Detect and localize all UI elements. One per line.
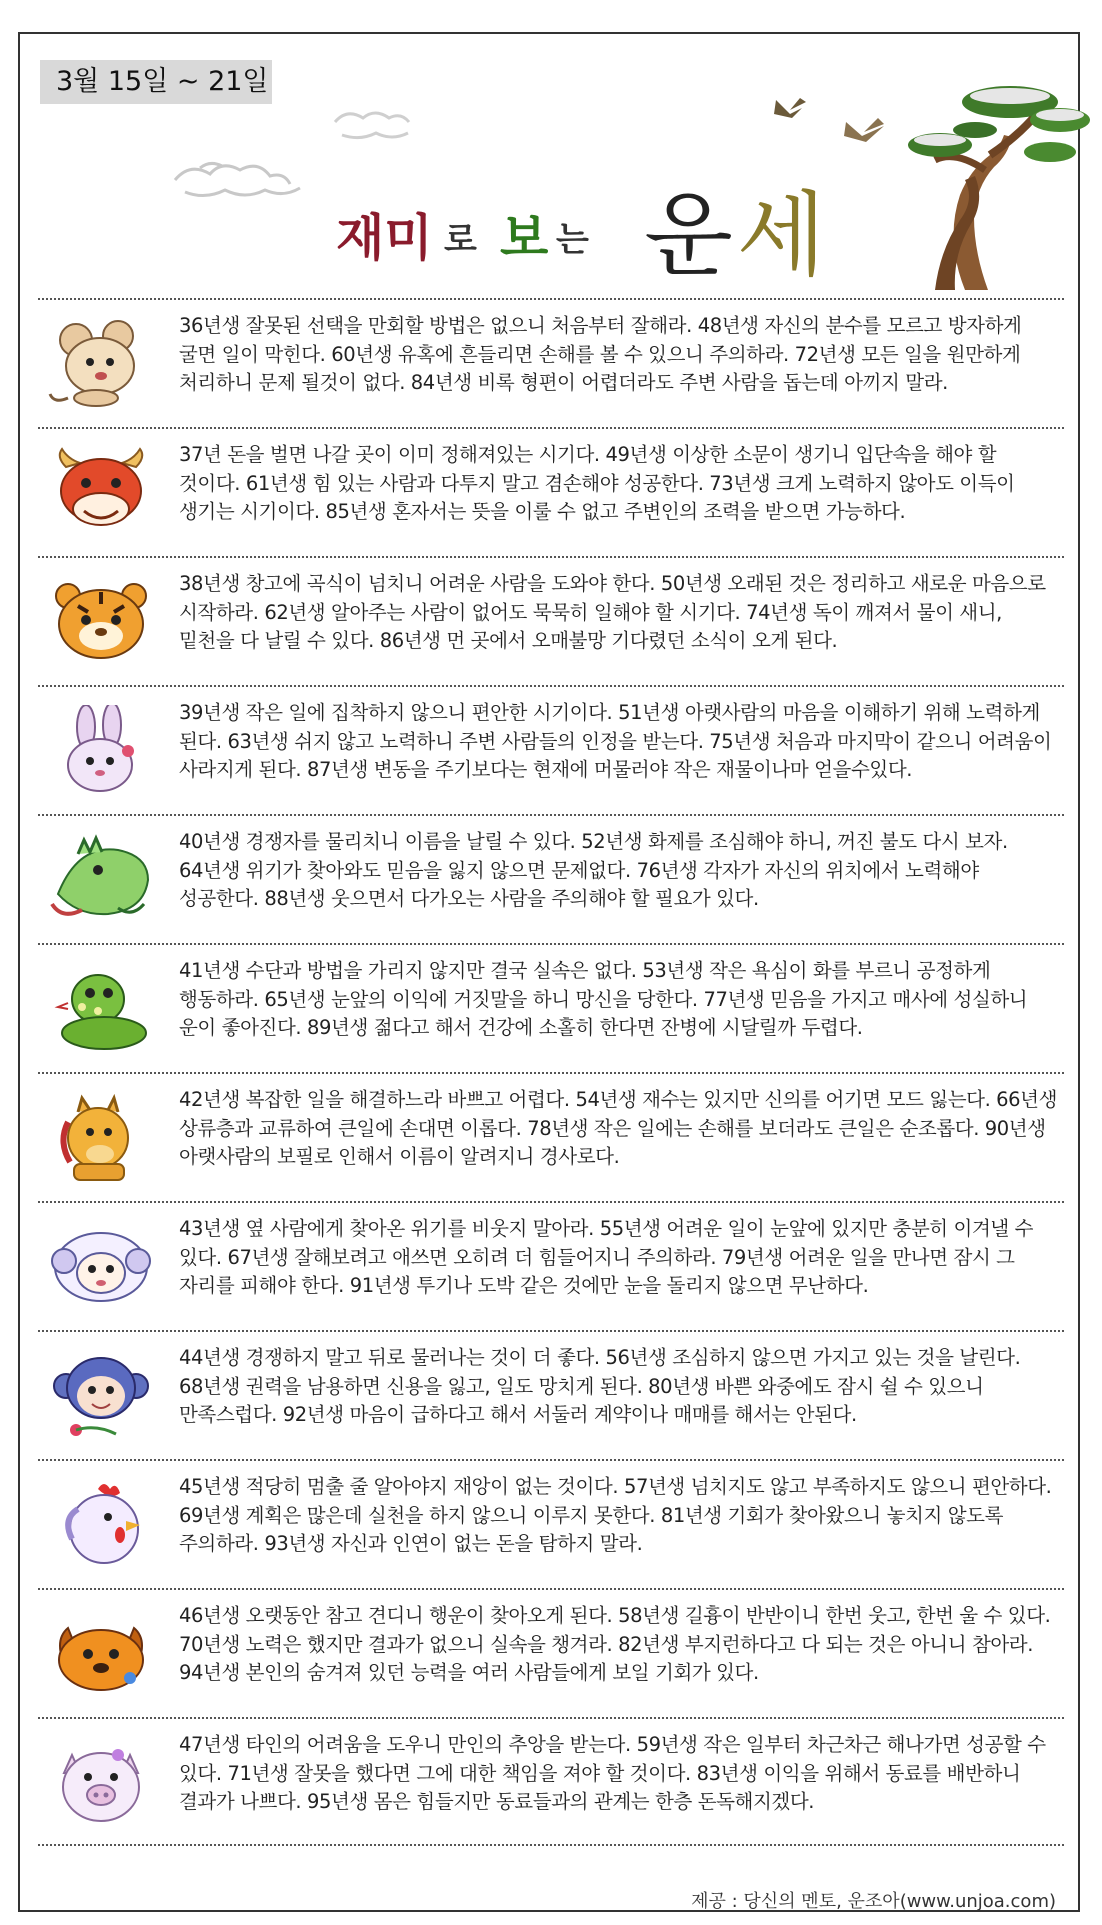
title-fortune-se: 세 [736, 182, 830, 289]
fortune-row-sheep [38, 1201, 1064, 1330]
fortune-text: 42년생 복잡한 일을 해결하느라 바쁘고 어렵다. 54년생 재수는 있지만 신의를 어기면 모드 잃는다. 66년생 상류층과 교류하여 큰일에 손대면 이롭다. 78년생 작은 일에는 손해를 보더라도 큰일은 순조롭다. 90년생 아랫사람의 보필로 인해서 이름이 알려지니 경사로다. [179, 1088, 1058, 1168]
fortune-row-pig [38, 1717, 1064, 1846]
title-fortune [644, 162, 830, 294]
cloud-icon [335, 113, 409, 138]
fortune-text: 41년생 수단과 방법을 가리지 않지만 결국 실속은 없다. 53년생 작은 욕심이 화를 부르니 공정하게 행동하라. 65년생 눈앞의 이익에 거짓말을 하니 망신을 당한다. 77년생 믿음을 가지고 매사에 성실하니 운이 좋아진다. 89년생 젊다고 해서 건강에 소홀히 한다면 잔병에 시달릴까 두렵다. [179, 959, 1028, 1039]
fortune-text: 44년생 경쟁하지 말고 뒤로 물러나는 것이 더 좋다. 56년생 조심하지 않으면 가지고 있는 것을 날린다. 68년생 권력을 남용하면 신용을 잃고, 일도 망치게 된다. 80년생 바쁜 와중에도 잠시 쉴 수 있으니 만족스럽다. 92년생 마음이 급하다고 해서 서둘러 계약이나 매매를 해서는 안된다. [179, 1346, 1021, 1426]
cloud-icon [175, 163, 300, 195]
title-part-fun: 재미 [336, 209, 433, 267]
tiger-icon [48, 576, 154, 668]
rabbit-icon [48, 705, 154, 797]
fortune-text: 46년생 오랫동안 참고 견디니 행운이 찾아오게 된다. 58년생 길흉이 반반이니 한번 웃고, 한번 울 수 있다. 70년생 노력은 했지만 결과가 없으니 실속을 챙겨라. 82년생 부지런하다고 다 되는 것은 아니니 참아라. 94년생 본인의 숨겨져 있던 능력을 여러 사람들에게 보일 기회가 있다. [179, 1604, 1051, 1684]
pine-tree-icon [908, 86, 1090, 290]
fortune-text: 37년 돈을 벌면 나갈 곳이 이미 정해져있는 시기다. 49년생 이상한 소문이 생기니 입단속을 해야 할 것이다. 61년생 힘 있는 사람과 다투지 말고 겸손해야 성공한다. 73년생 크게 노력하지 않아도 이득이 생기는 시기이다. 85년생 혼자서는 뜻을 이룰 수 없고 주변인의 조력을 받으면 가능하다. [179, 443, 1015, 523]
fortune-text: 38년생 창고에 곡식이 넘치니 어려운 사람을 도와야 한다. 50년생 오래된 것은 정리하고 새로운 마음으로 시작하라. 62년생 알아주는 사람이 없어도 묵묵히 일해야 할 시기다. 74년생 독이 깨져서 물이 새니, 밑천을 다 날릴 수 있다. 86년생 먼 곳에서 오매불망 기다렸던 소식이 오게 된다. [179, 572, 1046, 652]
title-part-neun: 는 [556, 220, 589, 260]
dog-icon [48, 1608, 154, 1700]
rat-icon [48, 318, 154, 410]
title-part-ro: 로 [444, 220, 477, 260]
bird-icon [844, 118, 884, 142]
fortune-row-rat [38, 298, 1064, 427]
fortune-row-rooster [38, 1459, 1064, 1588]
sheep-icon [48, 1221, 154, 1313]
credit-text: 제공 : 당신의 멘토, 운조아(www.unjoa.com) [691, 1891, 1056, 1912]
monkey-icon [48, 1350, 154, 1442]
fortune-text: 43년생 옆 사람에게 찾아온 위기를 비웃지 말아라. 55년생 어려운 일이 눈앞에 있지만 충분히 이겨낼 수 있다. 67년생 잘해보려고 애쓰면 오히려 더 힘들어지니 주의하라. 79년생 어려운 일을 만나면 잠시 그 자리를 피해야 한다. 91년생 투기나 도박 같은 것에만 눈을 돌리지 않으면 무난하다. [179, 1217, 1034, 1297]
pig-icon [48, 1737, 154, 1829]
title-part-see: 보 [500, 209, 549, 267]
fortune-text: 40년생 경쟁자를 물리치니 이름을 날릴 수 있다. 52년생 화제를 조심해야 하니, 꺼진 불도 다시 보자. 64년생 위기가 찾아와도 믿음을 잃지 않으면 문제없다. 76년생 각자가 자신의 위치에서 노력해야 성공한다. 88년생 웃으면서 다가오는 사람을 주의해야 할 필요가 있다. [179, 830, 1008, 910]
fortune-row-rabbit [38, 685, 1064, 814]
fortune-row-dog [38, 1588, 1064, 1717]
fortune-row-dragon [38, 814, 1064, 943]
title-fortune-un: 운 [644, 182, 737, 289]
fortune-row-snake [38, 943, 1064, 1072]
bird-icon [774, 98, 806, 118]
fortune-row-horse [38, 1072, 1064, 1201]
horse-icon [48, 1092, 154, 1184]
fortune-row-ox [38, 427, 1064, 556]
header-art [0, 40, 1102, 300]
fortune-row-tiger [38, 556, 1064, 685]
fortune-row-monkey [38, 1330, 1064, 1459]
rooster-icon [48, 1479, 154, 1571]
header-decoration [0, 40, 1102, 300]
fortune-list [38, 298, 1064, 1846]
snake-icon [48, 963, 154, 1055]
dragon-icon [48, 834, 154, 926]
fortune-text: 45년생 적당히 멈출 줄 알아야지 재앙이 없는 것이다. 57년생 넘치지도 않고 부족하지도 않으니 편안하다. 69년생 계획은 많은데 실천을 하지 않으니 이루지 못한다. 81년생 기회가 찾아왔으니 놓치지 않도록 주의하라. 93년생 자신과 인연이 없는 돈을 탐하지 말라. [179, 1475, 1052, 1555]
fortune-text: 36년생 잘못된 선택을 만회할 방법은 없으니 처음부터 잘해라. 48년생 자신의 분수를 모르고 방자하게 굴면 일이 막힌다. 60년생 유혹에 흔들리면 손해를 볼 수 있으니 주의하라. 72년생 모든 일을 원만하게 처리하니 문제 될것이 없다. 84년생 비록 형편이 어렵더라도 주변 사람을 돕는데 아끼지 말라. [179, 314, 1022, 394]
fortune-text: 39년생 작은 일에 집착하지 않으니 편안한 시기이다. 51년생 아랫사람의 마음을 이해하기 위해 노력하게 된다. 63년생 쉬지 않고 노력하니 주변 사람들의 인정을 받는다. 75년생 처음과 마지막이 같으니 어려움이 사라지게 된다. 87년생 변동을 주기보다는 현재에 머물러야 작은 재물이나마 얻을수있다. [179, 701, 1052, 781]
ox-icon [48, 447, 154, 539]
date-range: 3월 15일 ~ 21일 [40, 60, 272, 104]
fortune-text: 47년생 타인의 어려움을 도우니 만인의 추앙을 받는다. 59년생 작은 일부터 차근차근 해나가면 성공할 수 있다. 71년생 잘못을 했다면 그에 대한 책임을 져야 할 것이다. 83년생 이익을 위해서 동료를 배반하니 결과가 나쁘다. 95년생 몸은 힘들지만 동료들과의 관계는 한층 돈독해지겠다. [179, 1733, 1046, 1813]
